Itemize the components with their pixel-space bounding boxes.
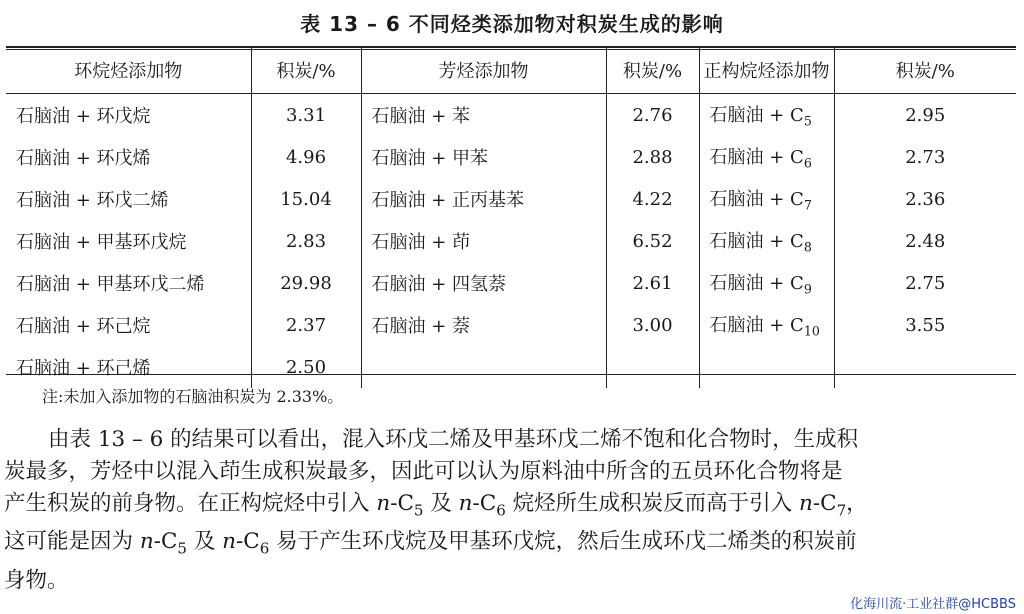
table-cell: 石脑油 + 环戊烯	[6, 136, 251, 178]
col-header: 正构烷烃添加物	[699, 46, 834, 94]
subscript: 6	[803, 155, 812, 171]
table-cell: 2.95	[905, 104, 946, 126]
text-run: 及	[187, 529, 223, 555]
subscript: 9	[803, 281, 812, 297]
table-cell: 3.31	[251, 94, 361, 137]
table-bottom-rule	[6, 374, 1016, 375]
text-run: -C	[812, 491, 837, 516]
col-header: 环烷烃添加物	[6, 46, 251, 94]
italic-n: n	[222, 529, 237, 555]
subscript: 5	[177, 539, 187, 558]
table-cell: 2.88	[606, 136, 699, 178]
col-header: 积炭/%	[606, 46, 699, 94]
text-run: 易于产生环戊烷及甲基环戊烷，然后生成环戊二烯类的积炭前	[269, 529, 857, 555]
table-cell: 石脑油 + 环己烷	[6, 304, 251, 346]
italic-n: n	[139, 529, 154, 555]
table-row	[6, 346, 1016, 388]
cell-text: 石脑油 + C	[709, 231, 804, 253]
table-cell: 石脑油 + 四氢萘	[361, 262, 606, 304]
italic-n: n	[458, 491, 473, 516]
subscript: 10	[803, 323, 820, 339]
text-run: 产生积炭的前身物。在正构烷烃中引入	[4, 491, 377, 516]
table-cell: 石脑油 + 环己烯	[6, 346, 251, 388]
table-cell: 3.55	[905, 314, 946, 336]
table-cell: 石脑油 + 苯	[361, 94, 606, 137]
subscript: 7	[803, 197, 812, 213]
cell-text: 石脑油 + C	[709, 105, 804, 127]
table-cell: 2.73	[905, 146, 946, 168]
table-cell: 2.48	[905, 230, 946, 252]
paragraph-line	[4, 526, 1016, 564]
table-cell: 石脑油 + 萘	[361, 304, 606, 346]
table-cell: 29.98	[251, 262, 361, 304]
table-cell	[699, 220, 834, 262]
subscript: 8	[803, 239, 812, 255]
body-paragraph	[4, 424, 1016, 597]
table-cell	[699, 304, 834, 346]
table-cell: 石脑油 + 甲苯	[361, 136, 606, 178]
table-cell: 15.04	[251, 178, 361, 220]
text-run: 这可能是因为	[4, 529, 140, 555]
table-cell: 2.50	[251, 346, 361, 388]
table-row	[6, 262, 1016, 304]
cell-text: 石脑油 + C	[709, 315, 804, 337]
table-cell	[699, 346, 834, 388]
text-run: 烷烃所生成积炭反而高于引入	[505, 491, 799, 516]
cell-text: 石脑油 + C	[709, 147, 804, 169]
text-run: -C	[153, 529, 178, 555]
paragraph-line: 炭最多，芳烃中以混入茚生成积炭最多，因此可以认为原料油中所含的五员环化合物将是	[4, 459, 843, 484]
text-run: ，	[846, 491, 868, 516]
table-cell: 2.61	[606, 262, 699, 304]
table-cell: 石脑油 + 环戊烷	[6, 94, 251, 137]
col-header: 积炭/%	[251, 46, 361, 94]
italic-n: n	[799, 491, 813, 516]
col-header: 芳烃添加物	[361, 46, 606, 94]
table-cell: 4.96	[251, 136, 361, 178]
table-cell	[361, 346, 606, 388]
italic-n: n	[376, 491, 391, 516]
table-cell	[699, 262, 834, 304]
table-row	[6, 220, 1016, 262]
table-cell: 石脑油 + 甲基环戊烷	[6, 220, 251, 262]
watermark: 化海川流·工业社群@HCBBS	[850, 597, 1016, 612]
table-cell	[699, 94, 834, 137]
table-cell	[606, 346, 699, 388]
text-run: 及	[423, 491, 459, 516]
subscript: 6	[259, 539, 270, 558]
cell-text: 石脑油 + C	[709, 273, 804, 295]
col-header: 积炭/%	[834, 46, 1016, 94]
table-cell: 石脑油 + 环戊二烯	[6, 178, 251, 220]
paragraph-line: 身物。	[4, 567, 69, 593]
table-cell: 石脑油 + 甲基环戊二烯	[6, 262, 251, 304]
table-cell: 2.83	[251, 220, 361, 262]
table-cell	[834, 346, 1016, 388]
table-cell: 2.75	[905, 272, 946, 294]
coking-table	[6, 46, 1016, 388]
table-cell: 2.76	[606, 94, 699, 137]
table-row	[6, 304, 1016, 346]
table-cell: 6.52	[606, 220, 699, 262]
table-cell: 石脑油 + 正丙基苯	[361, 178, 606, 220]
table-header-row	[6, 46, 1016, 94]
paragraph-line	[4, 488, 1016, 526]
table-note: 注:未加入添加物的石脑油积炭为 2.33%。	[42, 387, 344, 406]
table-cell: 2.37	[251, 304, 361, 346]
text-run: -C	[390, 491, 414, 516]
subscript: 7	[836, 501, 847, 520]
paragraph-line: 由表 13 – 6 的结果可以看出，混入环戊二烯及甲基环戊二烯不饱和化合物时，生成积	[48, 427, 859, 452]
cell-text: 石脑油 + C	[709, 189, 804, 211]
table-title: 表 13 – 6 不同烃类添加物对积炭生成的影响	[300, 12, 724, 36]
table-row	[6, 178, 1016, 220]
table-cell	[699, 178, 834, 220]
table-cell: 4.22	[606, 178, 699, 220]
subscript: 5	[803, 113, 812, 129]
table-row	[6, 136, 1016, 178]
table-cell: 3.00	[606, 304, 699, 346]
text-run: -C	[236, 529, 260, 555]
subscript: 6	[496, 501, 506, 520]
table-cell	[699, 136, 834, 178]
table-cell: 2.36	[905, 188, 946, 210]
text-run: -C	[472, 491, 497, 516]
table-cell: 石脑油 + 茚	[361, 220, 606, 262]
table-row	[6, 94, 1016, 137]
subscript: 5	[413, 501, 424, 520]
